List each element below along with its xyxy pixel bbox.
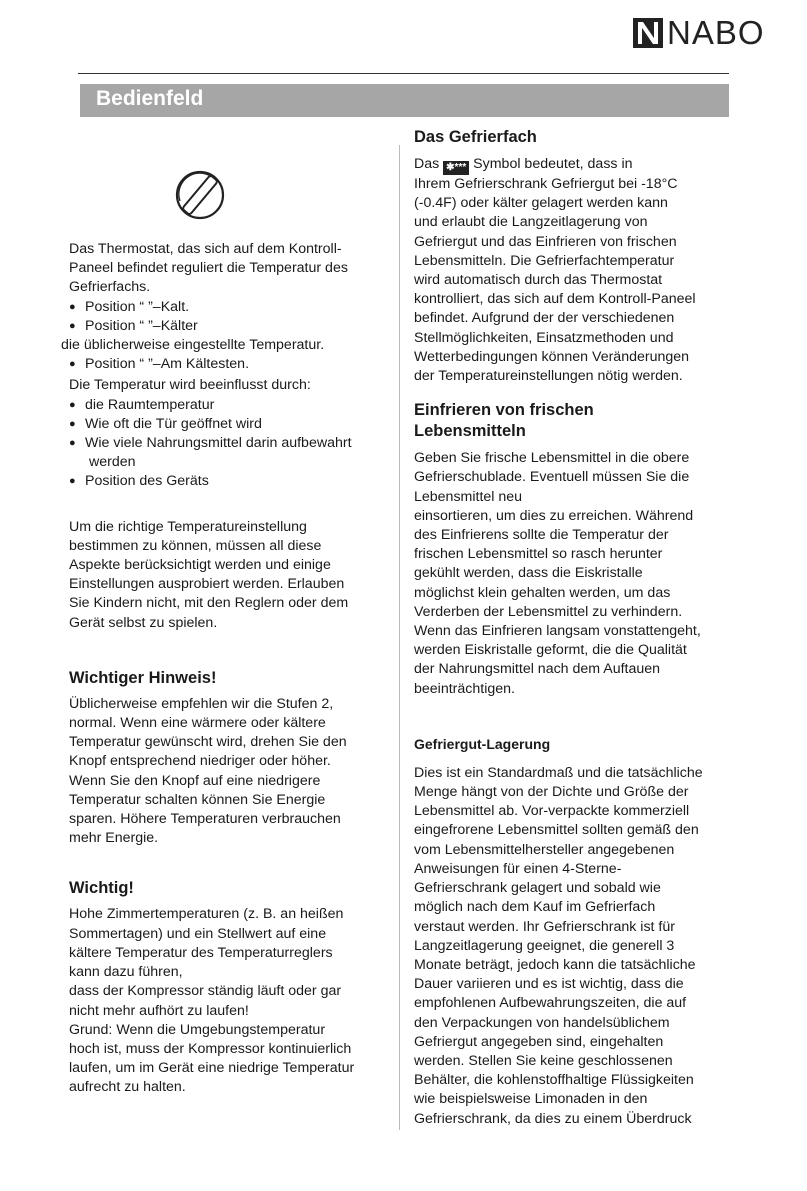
factor-item: ● Position des Geräts — [69, 472, 389, 491]
text-line: Grund: Wenn die Umgebungstemperatur — [69, 1021, 326, 1038]
text-line: Lebensmittel neu — [414, 488, 523, 505]
text-line: vom Lebensmittelhersteller angegebenen — [414, 841, 675, 858]
nabo-logo-icon — [633, 18, 663, 48]
text-line: mehr Energie. — [69, 830, 159, 847]
text-line: der Temperatureinstellungen nötig werden. — [414, 368, 683, 385]
text-line: Die Temperatur wird beeinflusst durch: — [69, 377, 311, 394]
text-line — [414, 155, 732, 175]
text-line: und erlaubt die Langzeitlagerung von — [414, 214, 648, 231]
text-line: Anweisungen für einen 4-Sterne- — [414, 860, 622, 877]
left-column — [61, 240, 389, 1098]
text-line: der Nahrungsmittel nach dem Auftauen — [414, 661, 661, 678]
text-line: laufen, um im Gerät eine niedrige Temperatur — [69, 1060, 355, 1077]
text-line: sparen. Höhere Temperaturen verbrauchen — [69, 811, 341, 828]
text-line: Gefrierfachs. — [69, 279, 151, 296]
text-line: Monate beträgt, jedoch kann die tatsächliche — [414, 956, 696, 973]
factor-item: ● Wie viele Nahrungsmittel darin aufbewahrt — [69, 434, 389, 453]
important-paragraph — [69, 905, 389, 1097]
text-line: kontrolliert, das sich auf dem Kontroll-Paneel — [414, 291, 696, 308]
text-line: kältere Temperatur des Temperaturreglers — [69, 944, 333, 961]
text-line: Sie Kindern nicht, mit den Reglern oder dem — [69, 595, 349, 612]
text-line: Einstellungen ausprobiert werden. Erlauben — [69, 576, 345, 593]
hint-paragraph — [69, 695, 389, 849]
text-line: Wenn Sie den Knopf auf eine niedrigere — [69, 772, 321, 789]
text-line: Gefriergut angegeben sind, eingehalten — [414, 1033, 664, 1050]
column-divider — [399, 145, 400, 1130]
text-line: werden — [89, 454, 136, 471]
text-line: des Einfrierens sollte die Temperatur der — [414, 527, 669, 544]
text-line: Gefrierschublade. Eventuell müssen Sie die — [414, 469, 690, 486]
text-line: möglich nach dem Kauf im Gefrierfach — [414, 899, 656, 916]
text-line: Stellmöglichkeiten, Einsatzmethoden und — [414, 329, 674, 346]
text-line: Knopf entsprechend niedriger oder höher. — [69, 753, 331, 770]
text-line: werden Eiskristalle geformt, die die Qualität — [414, 642, 687, 659]
text-line: Aspekte berücksichtigt werden und einige — [69, 557, 331, 574]
text-line: wird automatisch durch das Thermostat — [414, 272, 663, 289]
heading-line: Lebensmitteln — [414, 422, 526, 441]
text-line: Lebensmitteln. Die Gefrierfachtemperatur — [414, 252, 675, 269]
text-line: dass der Kompressor ständig läuft oder gar — [69, 983, 342, 1000]
storage-heading: Gefriergut-Lagerung — [414, 735, 551, 752]
text-line: Dies ist ein Standardmaß und die tatsächliche — [414, 764, 703, 781]
text-line: nicht mehr aufhört zu laufen! — [69, 1002, 249, 1019]
freezer-heading: Das Gefrierfach — [414, 128, 537, 146]
text-line: gekühlt werden, dass die Eiskristalle — [414, 565, 643, 582]
text-line: Um die richtige Temperatureinstellung — [69, 518, 307, 535]
section-banner — [80, 84, 729, 117]
text-line: Ihrem Gefrierschrank Gefriergut bei -18°C — [414, 176, 678, 192]
text-line: beeinträchtigen. — [414, 680, 515, 697]
text-fragment: Das — [414, 156, 444, 172]
text-line: empfohlenen Aufbewahrungszeiten, die auf — [414, 995, 687, 1012]
thermostat-dial-icon — [172, 167, 228, 223]
text-line: aufrecht zu halten. — [69, 1079, 186, 1096]
text-line: Dauer variieren und es ist wichtig, dass die — [414, 976, 684, 993]
text-line: kann dazu führen, — [69, 964, 183, 981]
text-line: Verderben der Lebensmittel zu verhindern. — [414, 603, 683, 620]
text-line: Geben Sie frische Lebensmittel in die obere — [414, 450, 690, 467]
heading-line: Einfrieren von frischen — [414, 401, 594, 420]
text-line: hoch ist, muss der Kompressor kontinuierlich — [69, 1040, 352, 1057]
text-line: bestimmen zu können, müssen all diese — [69, 537, 322, 554]
text-line: Gefrierschrank, da dies zu einem Überdruck — [414, 1110, 692, 1127]
text-line: Gefrierschrank gelagert und sobald wie — [414, 880, 661, 897]
text-line: Wenn das Einfrieren langsam vonstattengeht, — [414, 623, 701, 640]
section-title: Bedienfeld — [96, 87, 204, 110]
right-column — [414, 127, 732, 1129]
settings-paragraph — [69, 518, 389, 633]
text-line: Sommertagen) und ein Stellwert auf eine — [69, 925, 327, 942]
brand-logo — [633, 14, 765, 51]
text-line: möglichst klein gehalten werden, um das — [414, 584, 671, 601]
freeze-heading — [414, 400, 732, 442]
text-line: eingefrorene Lebensmittel sollten gemäß den — [414, 822, 699, 839]
text-line: Üblicherweise empfehlen wir die Stufen 2, — [69, 695, 334, 712]
text-line: befindet. Aufgrund der der verschiedenen — [414, 310, 675, 327]
text-line: werden. Stellen Sie keine geschlossenen — [414, 1052, 673, 1069]
factor-item: ● Wie oft die Tür geöffnet wird — [69, 415, 389, 434]
text-fragment: Symbol bedeutet, dass in — [469, 156, 633, 172]
four-star-freezer-icon: ✱*** — [443, 161, 469, 175]
text-line: den Verpackungen von handelsüblichem — [414, 1014, 670, 1031]
text-line: Langzeitlagerung geeignet, die generell 3 — [414, 937, 675, 954]
text-line: einsortieren, um dies zu erreichen. Während — [414, 507, 694, 524]
text-line: Das Thermostat, das sich auf dem Kontroll- — [69, 241, 342, 257]
position-item: ● Position “ ”–Am Kältesten. — [69, 355, 389, 374]
text-line: Gerät selbst zu spielen. — [69, 614, 218, 631]
thermostat-intro — [69, 240, 389, 298]
text-line: verstaut werden. Ihr Gefrierschrank ist für — [414, 918, 675, 935]
important-heading: Wichtig! — [69, 879, 134, 898]
text-line: Wetterbedingungen können Veränderungen — [414, 348, 690, 365]
hint-heading: Wichtiger Hinweis! — [69, 668, 217, 687]
text-line: Menge hängt von der Dichte und Größe der — [414, 784, 689, 801]
text-line: Lebensmittel ab. Vor-verpackte kommerziell — [414, 803, 690, 820]
text-line: Gefriergut und das Einfrieren von frischen — [414, 233, 677, 250]
factor-item: ● die Raumtemperatur — [69, 396, 389, 415]
text-line: frischen Lebensmittel so rasch herunter — [414, 546, 663, 563]
text-line: Hohe Zimmertemperaturen (z. B. an heißen — [69, 906, 344, 923]
storage-paragraph — [414, 764, 732, 1129]
text-line: Paneel befindet reguliert die Temperatur des — [69, 260, 348, 277]
freeze-paragraph — [414, 449, 732, 699]
freezer-paragraph — [414, 155, 732, 386]
text-line: wie beispielsweise Limonaden in den — [414, 1091, 648, 1108]
header-rule — [78, 73, 729, 74]
position-item: ● Position “ ”–Kälter — [69, 317, 389, 336]
text-line: Temperatur schalten können Sie Energie — [69, 791, 326, 808]
text-line: Temperatur gewünscht wird, drehen Sie den — [69, 734, 347, 751]
text-line: normal. Wenn eine wärmere oder kältere — [69, 715, 326, 732]
text-line: Behälter, die kohlenstoffhaltige Flüssigkeiten — [414, 1072, 694, 1089]
position-item: ● Position “ ”–Kalt. — [69, 298, 389, 317]
text-line: (-0.4F) oder kälter gelagert werden kann — [414, 195, 668, 212]
text-line: die üblicherweise eingestellte Temperatur. — [61, 337, 325, 354]
logo-text: NABO — [667, 14, 765, 51]
